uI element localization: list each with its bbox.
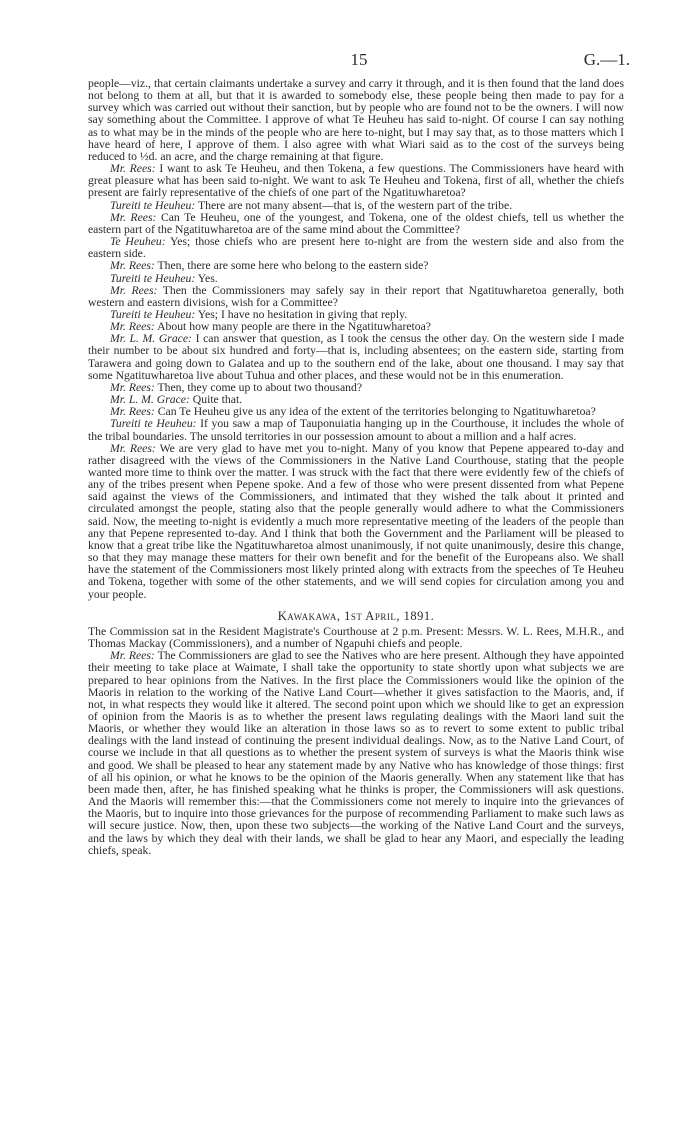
paragraph	[88, 163, 624, 199]
speaker-name: Mr. Rees:	[110, 380, 155, 394]
paragraph	[88, 626, 624, 650]
paragraph-text: If you saw a map of Tauponuiatia hanging up in the Courthouse, it includes the whole of the tribal boundaries. The unsold territories in our possession amount to about a million and a half acres.	[88, 417, 624, 443]
paragraph-text: Can Te Heuheu give us any idea of the extent of the territories belonging to Ngatituwharetoa?	[157, 405, 596, 419]
paragraph-text: I want to ask Te Heuheu, and then Tokena, a few questions. The Commissioners have heard with great pleasure what has been said to-night. We want to ask Te Heuheu and Tokena, first of all, whether the chiefs present are fairly representative of the chiefs of one part of the Ngatituwharetoa?	[88, 162, 624, 200]
speaker-name: Tureiti te Heuheu:	[110, 417, 197, 431]
speaker-name: Tureiti te Heuheu:	[110, 307, 196, 321]
paragraph-text: people—viz., that certain claimants undertake a survey and carry it through, and it is then found that the land does not belong to them at all, but that it is awarded to somebody else, these people being then made to pay for a survey which was carried out without their sanction, but by people who are found not to be the owners. I will now say something about the Committee. I approve of what Te Heuheu has said to-night. Of course I can say nothing as to what may be in the minds of the people who are here to-night, but I may say that, as to those matters which I have heard of here, I approve of them. I also agree with what Wiari said as to the cost of the surveys being reduced to ½d. an acre, and the charge remaining at that figure.	[88, 77, 624, 163]
speaker-name: Mr. Rees:	[110, 283, 158, 297]
paragraph-text: Yes; I have no hesitation in giving that reply.	[197, 307, 408, 321]
paragraph	[88, 650, 624, 857]
paragraph-text: Yes.	[197, 271, 218, 285]
speaker-name: Mr. Rees:	[110, 210, 157, 224]
speaker-name: Mr. Rees:	[110, 441, 156, 455]
body-text	[88, 78, 624, 857]
speaker-name: Mr. Rees:	[110, 405, 155, 419]
minutes-section-kawakawa	[88, 626, 624, 857]
paragraph-text: About how many people are there in the Ngatituwharetoa?	[157, 320, 431, 334]
paragraph-text: Then, there are some here who belong to the eastern side?	[157, 259, 429, 273]
speaker-name: Tureiti te Heuheu:	[110, 198, 196, 212]
paragraph	[88, 78, 624, 163]
speaker-name: Mr. Rees:	[110, 649, 155, 663]
page-number: 15	[350, 50, 368, 69]
dateline-heading: Kawakawa, 1st April, 1891.	[277, 608, 435, 623]
paragraph-text: The Commission sat in the Resident Magistrate's Courthouse at 2 p.m. Present: Messrs. W. L. Rees, M.H.R., and Thomas Mackay (Commissioners), and a number of Ngapuhi chiefs and people.	[88, 624, 624, 651]
paragraph	[88, 212, 624, 236]
paragraph	[88, 285, 624, 309]
paragraph-text: The Commissioners are glad to see the Natives who are here present. Although they have appointed their meeting to take place at Waimate, I shall take the opportunity to state shortly upon what subjects we are prepared to hear opinions from the Natives. In the first place the Commissioners would like the opinion of the Maoris in relation to the working of the Native Land Court—whether it gives satisfaction to the Maoris, and, if not, in what respects they would like it altered. The second point upon which we should like to get an expression of opinion from the Maoris is as to whether the present laws regulating dealings with the Maori land suit the Maoris, or whether they would like an alteration in those laws so as to revert to some extent to public tribal dealings with the land instead of continuing the present individual dealings. Now, as to the Native Land Court, of course we include in that all questions as to whether the present system of surveys is what the Maoris think wise and good. We shall be pleased to hear any statement made by any Native who has knowledge of those things: first of all his opinion, or what he knows to be the opinion of the Maoris generally. When any statement like that has been made then, after, he has finished speaking what he thinks is proper, the Commissioners will ask questions. And the Maoris will remember this:—that the Commissioners come not merely to inquire into the grievances of the Maoris, but to inquire into those grievances for the purpose of recommending Parliament to make such laws as will secure justice. Now, then, upon these two subjects—the working of the Native Land Court and the surveys, and the laws by which they deal with their lands, we shall be glad to hear any Maori, and especially the leading chiefs, speak.	[88, 649, 624, 857]
paragraph	[88, 443, 624, 601]
page-header	[88, 50, 630, 74]
speaker-name: Mr. Rees:	[110, 320, 155, 334]
paragraph	[88, 333, 624, 382]
speaker-name: Te Heuheu:	[110, 235, 166, 249]
speaker-name: Mr. L. M. Grace:	[110, 332, 192, 346]
paragraph	[88, 418, 624, 442]
document-reference: G.—1.	[583, 50, 630, 69]
paragraph-text: Yes; those chiefs who are present here to-night are from the western side and also from the eastern side.	[88, 235, 624, 261]
speaker-name: Mr. Rees:	[110, 162, 156, 176]
speaker-name: Tureiti te Heuheu:	[110, 271, 196, 285]
paragraph-text: There are not many absent—that is, of the western part of the tribe.	[197, 198, 513, 212]
minutes-section-rotorua	[88, 78, 624, 601]
paragraph-text: Then the Commissioners may safely say in their report that Ngatituwharetoa generally, both western and eastern divisions, wish for a Committee?	[88, 283, 624, 309]
paragraph-text: We are very glad to have met you to-night. Many of you know that Pepene appeared to-day and rather disagreed with the views of the Commissioners in the Native Land Courthouse, stating that the people wanted more time to think over the matter. I was struck with the fact that there were evidently few of the chiefs of any of the tribes present when Pepene spoke. And a few of those who were present dissented from what Pepene said against the views of the Commissioners, and intimated that they wished the talk about it printed and circulated amongst the people, stating also that the people generally would adhere to what the Commissioners said. Now, the meeting to-night is evidently a much more representative meeting of the leaders of the people than any that Pepene represented to-day. And I think that both the Government and the Parliament will be pleased to know that a great tribe like the Ngatituwharetoa almost unanimously, if not quite unanimously, desire this change, so that they may manage these matters for their own benefit and for the benefit of the Europeans also. We shall have the statement of the Commissioners most likely printed along with extracts from the speeches of Te Heuheu and Tokena, together with some of the other statements, and we will send copies for circulation among you and your people.	[88, 441, 625, 601]
paragraph-text: Quite that.	[192, 393, 243, 407]
speaker-name: Mr. L. M. Grace:	[110, 393, 190, 407]
paragraph-text: I can answer that question, as I took the census the other day. On the western side I made their number to be about six hundred and forty—that is, including absentees; on the eastern side, starting from Tarawera and going down to Galatea and up to the southern end of the lake, about one thousand. I may say that some Ngatituwharetoa live about Tuhua and other places, and these would not be in this enumeration.	[88, 332, 625, 382]
paragraph-text: Then, they come up to about two thousand?	[157, 380, 363, 394]
speaker-name: Mr. Rees:	[110, 259, 155, 273]
paragraph-text: Can Te Heuheu, one of the youngest, and Tokena, one of the oldest chiefs, tell us whether the eastern part of the Ngatituwharetoa are of the same mind about the Committee?	[88, 210, 624, 236]
paragraph	[88, 236, 624, 260]
